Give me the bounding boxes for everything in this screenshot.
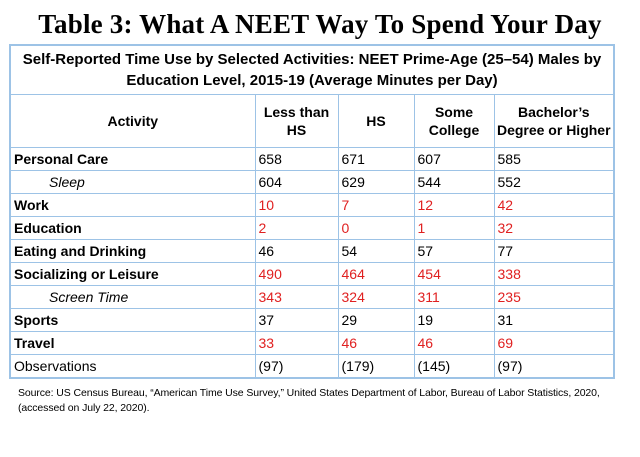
table-row-screen-time [10,286,614,309]
column-header-bachelors: Bachelor’s Degree or Higher [494,95,614,148]
column-header-hs: HS [338,95,414,148]
table-row-sleep [10,171,614,194]
row-label: Personal Care [10,148,255,171]
cell-value: 235 [494,286,614,309]
cell-value: 37 [255,309,338,332]
column-header-some-college: Some College [414,95,494,148]
cell-value: 464 [338,263,414,286]
column-header-less-than-hs: Less than HS [255,95,338,148]
cell-value: 552 [494,171,614,194]
cell-value: 454 [414,263,494,286]
cell-value: 343 [255,286,338,309]
cell-value: 544 [414,171,494,194]
source-note-line2: (accessed on July 22, 2020). [18,401,150,414]
row-label: Socializing or Leisure [10,263,255,286]
time-use-table [9,44,615,379]
row-label: Travel [10,332,255,355]
cell-value: 629 [338,171,414,194]
column-header-activity: Activity [10,95,255,148]
table-row-socializing-leisure [10,263,614,286]
cell-value: 31 [494,309,614,332]
page-title: Table 3: What A NEET Way To Spend Your Day [38,9,602,39]
cell-value: 19 [414,309,494,332]
cell-value: 42 [494,194,614,217]
cell-value: 54 [338,240,414,263]
source-note [18,386,620,416]
table-row-personal-care [10,148,614,171]
cell-value: 671 [338,148,414,171]
cell-value: 46 [338,332,414,355]
cell-value: 324 [338,286,414,309]
cell-value: 0 [338,217,414,240]
table-row-education [10,217,614,240]
cell-value: 604 [255,171,338,194]
cell-value: 585 [494,148,614,171]
cell-value: 311 [414,286,494,309]
source-note-line1: Source: US Census Bureau, “American Time Use Survey,” United States Department of Labor, Bureau of Labor Statistics, 2020, [18,386,600,399]
row-label: Observations [10,355,255,378]
cell-value: 490 [255,263,338,286]
cell-value: 46 [414,332,494,355]
cell-value: 32 [494,217,614,240]
table-subtitle: Self-Reported Time Use by Selected Activities: NEET Prime-Age (25–54) Males by Education Level, 2015-19 (Average Minutes per Day) [10,45,614,95]
table-row-travel [10,332,614,355]
cell-value: 29 [338,309,414,332]
cell-value: (145) [414,355,494,378]
cell-value: (97) [255,355,338,378]
header-row [10,95,614,148]
table-row-sports [10,309,614,332]
cell-value: 12 [414,194,494,217]
table-row-work [10,194,614,217]
cell-value: 57 [414,240,494,263]
cell-value: 338 [494,263,614,286]
cell-value: 33 [255,332,338,355]
cell-value: 10 [255,194,338,217]
subtitle-row [10,45,614,95]
row-label: Work [10,194,255,217]
row-label: Education [10,217,255,240]
row-label: Screen Time [10,286,255,309]
cell-value: (179) [338,355,414,378]
cell-value: (97) [494,355,614,378]
table-row-observations [10,355,614,378]
cell-value: 2 [255,217,338,240]
row-label: Sleep [10,171,255,194]
cell-value: 46 [255,240,338,263]
row-label: Sports [10,309,255,332]
cell-value: 658 [255,148,338,171]
cell-value: 77 [494,240,614,263]
table-row-eating-drinking [10,240,614,263]
cell-value: 1 [414,217,494,240]
cell-value: 607 [414,148,494,171]
cell-value: 69 [494,332,614,355]
row-label: Eating and Drinking [10,240,255,263]
cell-value: 7 [338,194,414,217]
